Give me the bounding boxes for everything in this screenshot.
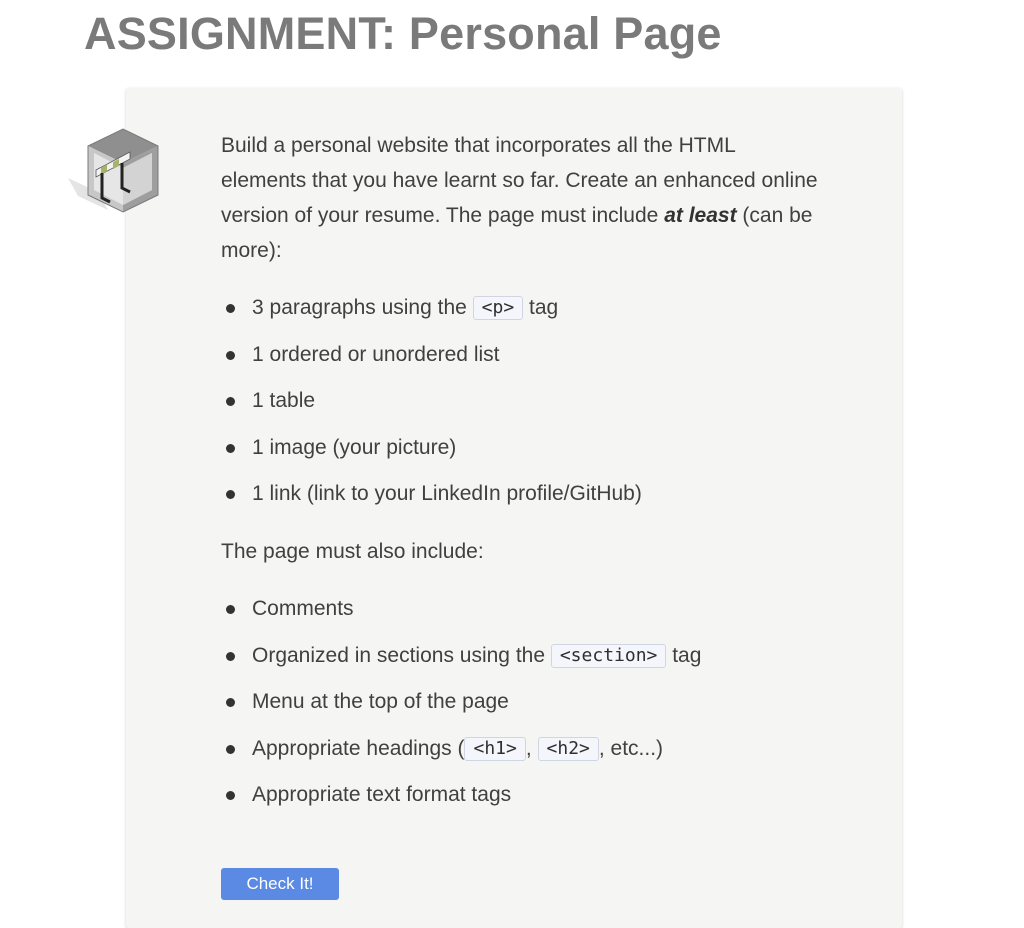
required-items-list xyxy=(221,290,821,511)
page-title: ASSIGNMENT: Personal Page xyxy=(84,8,722,59)
list-item xyxy=(221,383,821,418)
also-include-label: The page must also include: xyxy=(221,540,484,563)
intro-text: Build a personal website that incorporates all the HTML elements that you have learnt so far. Create an enhanced online version of your resume. The page must include xyxy=(221,134,818,227)
list-item-text: Organized in sections using the xyxy=(252,643,551,667)
list-item-text: , xyxy=(525,736,538,760)
list-item xyxy=(221,777,821,812)
intro-text-end: (can be more): xyxy=(221,204,813,262)
list-item-text: Appropriate text format tags xyxy=(252,783,512,806)
assignment-hurdle-icon xyxy=(68,126,164,218)
check-it-button[interactable]: Check It! xyxy=(221,868,339,900)
list-item xyxy=(221,430,821,465)
list-item-text: , etc...) xyxy=(598,736,664,760)
list-item xyxy=(221,476,821,511)
list-item xyxy=(221,290,821,325)
code-tag: <p> xyxy=(473,296,524,320)
list-item xyxy=(221,731,821,766)
list-item-text: 1 image (your picture) xyxy=(252,435,457,459)
list-item xyxy=(221,638,821,673)
code-tag: <section> xyxy=(551,644,667,668)
list-item-text: 3 paragraphs using the xyxy=(252,296,473,319)
code-tag: <h1> xyxy=(464,737,525,761)
intro-emphasis: at least xyxy=(664,204,737,227)
list-item-text: 1 link (link to your LinkedIn profile/GitHub) xyxy=(252,482,642,505)
list-item-text: tag xyxy=(666,643,702,667)
list-item-text: tag xyxy=(523,296,559,319)
list-item-text: Menu at the top of the page xyxy=(252,690,509,713)
code-tag: <h2> xyxy=(538,737,599,761)
list-item-text: 1 table xyxy=(252,389,316,412)
list-item xyxy=(221,591,821,626)
list-item-text: 1 ordered or unordered list xyxy=(252,342,500,366)
list-item xyxy=(221,684,821,719)
list-item xyxy=(221,337,821,372)
assignment-content xyxy=(221,128,821,824)
assignment-intro xyxy=(221,128,821,268)
also-items-list xyxy=(221,591,821,812)
list-item-text: Appropriate headings ( xyxy=(252,736,465,760)
list-item-text: Comments xyxy=(252,597,354,620)
